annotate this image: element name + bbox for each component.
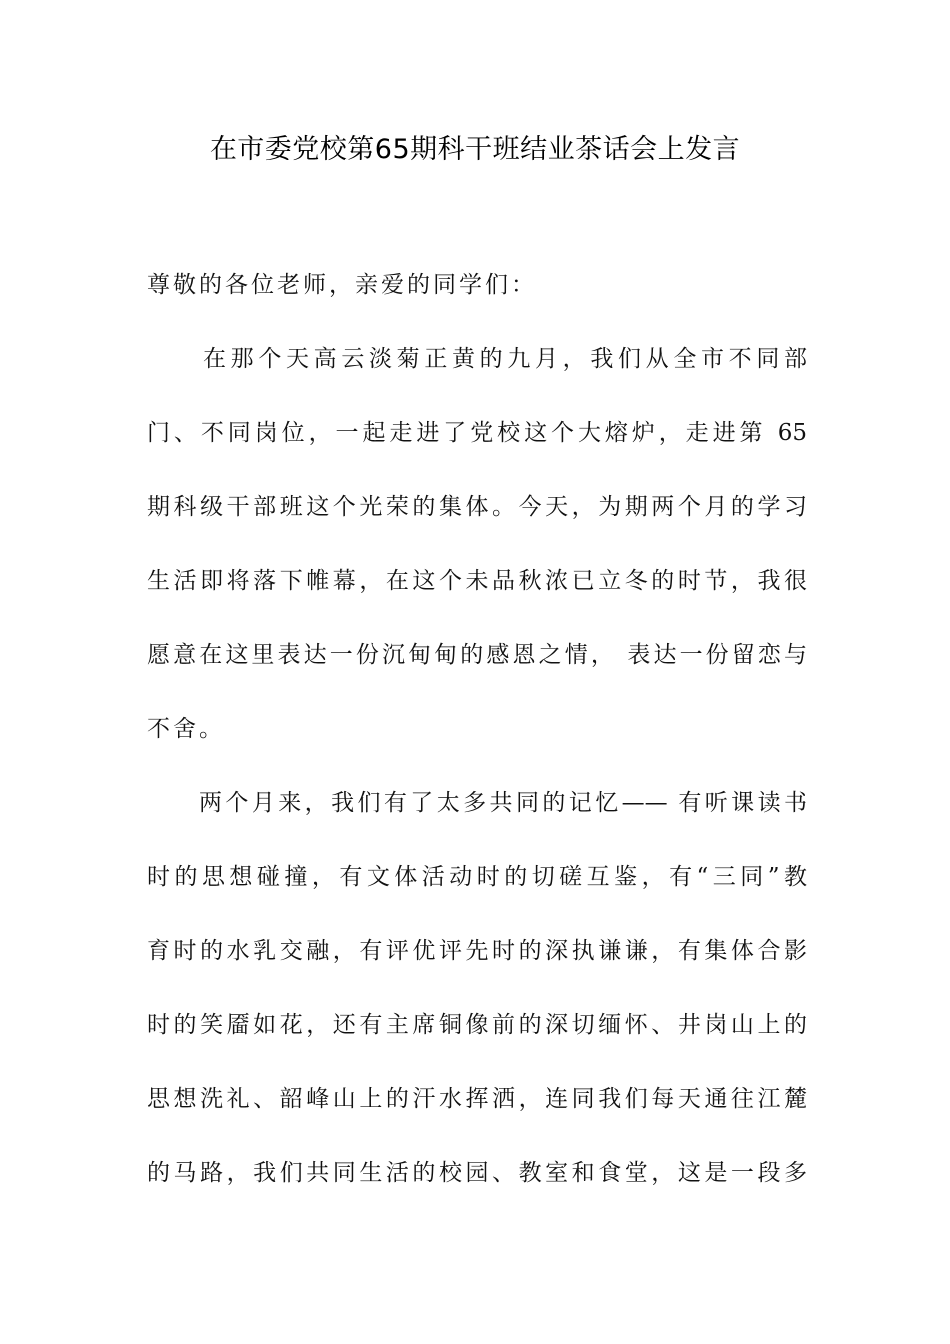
paragraph-line: 时的笑靥如花，还有主席铜像前的深切缅怀、井岗山上的 <box>147 1012 807 1038</box>
salutation-line: 尊敬的各位老师，亲爱的同学们： <box>147 272 537 298</box>
paragraph-line: 的马路，我们共同生活的校园、教室和食堂，这是一段多 <box>147 1160 807 1186</box>
paragraph-line: 生活即将落下帷幕，在这个未品秋浓已立冬的时节，我很 <box>147 568 807 594</box>
document-title: 在市委党校第65期科干班结业茶话会上发言 <box>209 134 741 165</box>
document-body <box>147 268 807 1230</box>
paragraph-line: 不舍。 <box>147 716 225 742</box>
paragraph-line: 思想洗礼、韶峰山上的汗水挥洒，连同我们每天通往江麓 <box>147 1086 807 1112</box>
paragraph-line: 时的思想碰撞，有文体活动时的切磋互鉴，有“三同”教 <box>147 864 807 890</box>
paragraph-line: 期科级干部班这个光荣的集体。今天，为期两个月的学习 <box>147 494 807 520</box>
paragraph-line: 育时的水乳交融，有评优评先时的深执谦谦，有集体合影 <box>147 938 807 964</box>
paragraph-line: 愿意在这里表达一份沉甸甸的感恩之情， 表达一份留恋与 <box>147 642 807 668</box>
paragraph-line: 门、不同岗位，一起走进了党校这个大熔炉，走进第 65 <box>147 420 807 446</box>
paragraph-line: 两个月来，我们有了太多共同的记忆—— 有听课读书 <box>199 790 807 816</box>
paragraph-line: 在那个天高云淡菊正黄的九月，我们从全市不同部 <box>203 346 807 372</box>
